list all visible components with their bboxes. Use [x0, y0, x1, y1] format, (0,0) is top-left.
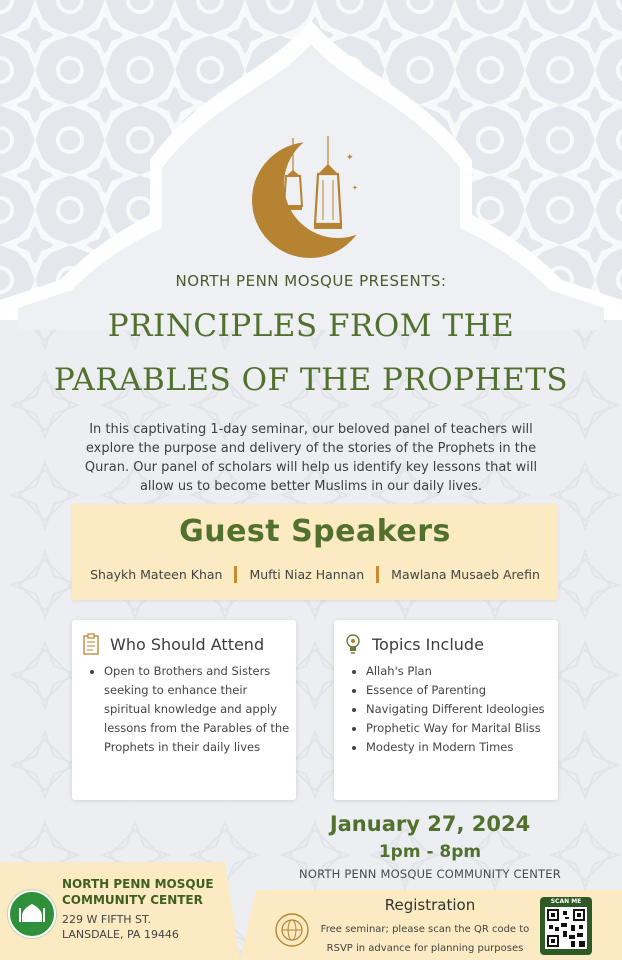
who-should-attend-card [72, 620, 296, 800]
list-item: • Allah's Plan [366, 662, 556, 681]
card-title: Who Should Attend [110, 634, 265, 654]
organizer-name [62, 876, 214, 908]
qr-label: SCAN ME [550, 898, 582, 905]
guest-speakers-title: Guest Speakers [179, 514, 451, 549]
list-item: • Essence of Parenting [366, 681, 556, 700]
topics-list [348, 662, 556, 757]
divider [234, 566, 237, 583]
speaker-name: Mawlana Musaeb Arefin [391, 567, 540, 582]
list-item: • Open to Brothers and Sisters seeking to enhance their spiritual knowledge and apply lessons from the Parables of the Prophets in their daily lives [104, 662, 294, 757]
lightbulb-icon [344, 633, 362, 655]
card-title: Topics Include [372, 634, 484, 654]
attend-list [86, 662, 294, 757]
title-line-1: PRINCIPLES FROM THE [107, 308, 515, 344]
mosque-icon [10, 892, 54, 936]
organizer-name-line: NORTH PENN MOSQUE [62, 877, 214, 891]
registration-text [318, 920, 532, 958]
qr-pattern-icon [545, 907, 587, 949]
speaker-name: Mufti Niaz Hannan [249, 567, 365, 582]
address-line: 229 W FIFTH ST. [62, 913, 151, 926]
svg-text:✦: ✦ [352, 184, 358, 192]
address-line: LANSDALE, PA 19446 [62, 928, 179, 941]
crescent-lantern-icon [248, 130, 378, 270]
event-date: January 27, 2024 [329, 812, 531, 836]
presents-heading: NORTH PENN MOSQUE PRESENTS: [175, 272, 447, 290]
divider [376, 566, 379, 583]
organizer-address [62, 912, 179, 942]
svg-text:✦: ✦ [346, 153, 354, 163]
mosque-logo [8, 890, 56, 938]
organizer-name-line: COMMUNITY CENTER [62, 893, 203, 907]
qr-code[interactable] [540, 897, 592, 955]
list-item: • Navigating Different Ideologies [366, 700, 556, 719]
list-item: • Prophetic Way for Marital Bliss [366, 719, 556, 738]
list-item: • Modesty in Modern Times [366, 738, 556, 757]
globe-icon [274, 912, 310, 948]
clipboard-icon [82, 633, 100, 655]
speaker-list [72, 566, 558, 583]
registration-line: Free seminar; please scan the QR code to [320, 924, 530, 935]
registration-line: RSVP in advance for planning purposes [326, 943, 524, 954]
speaker-name: Shaykh Mateen Khan [90, 567, 223, 582]
title-line-2: PARABLES OF THE PROPHETS [53, 362, 569, 398]
topics-include-card [334, 620, 558, 800]
event-venue: NORTH PENN MOSQUE COMMUNITY CENTER [299, 867, 561, 881]
registration-title: Registration [384, 896, 476, 914]
event-time: 1pm - 8pm [378, 842, 482, 862]
guest-speakers-panel [72, 504, 558, 600]
intro-paragraph: In this captivating 1-day seminar, our beloved panel of teachers will explore the purpose and delivery of the stories of the Prophets in the Quran. Our panel of scholars will help us identify key lessons that will allow us to become better Muslims in our daily lives. [84, 422, 538, 494]
